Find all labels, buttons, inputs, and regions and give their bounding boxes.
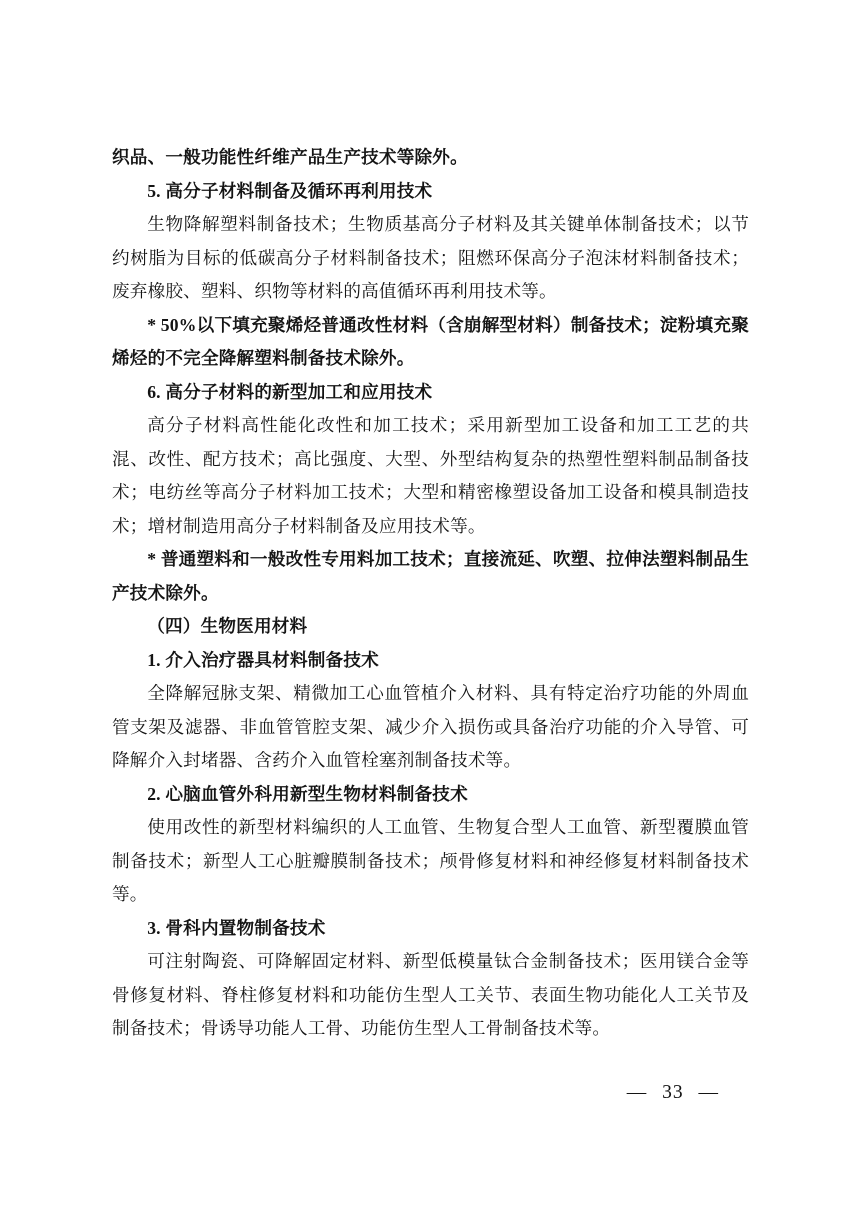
paragraph-orthopedic-implants: 可注射陶瓷、可降解固定材料、新型低模量钛合金制备技术；医用镁合金等骨修复材料、脊柱修复材料和功能仿生型人工关节、表面生物功能化人工关节及制备技术；骨诱导功能人工骨、功能仿生型人工骨制备技术等。 — [112, 951, 749, 1038]
section-heading-1-interventional-devices: 1. 介入治疗器具材料制备技术 — [147, 649, 379, 670]
section-heading-3-orthopedic-implants: 3. 骨科内置物制备技术 — [147, 917, 326, 938]
document-body — [112, 141, 749, 1046]
paragraph-polymer-recycling: 生物降解塑料制备技术；生物质基高分子材料及其关键单体制备技术；以节约树脂为目标的低碳高分子材料制备技术；阻燃环保高分子泡沫材料制备技术；废弃橡胶、塑料、织物等材料的高值循环再利用技术等。 — [112, 214, 749, 301]
paragraph-interventional-devices: 全降解冠脉支架、精微加工心血管植介入材料、具有特定治疗功能的外周血管支架及滤器、非血管管腔支架、减少介入损伤或具备治疗功能的介入导管、可降解介入封堵器、含药介入血管栓塞剂制备技术等。 — [112, 683, 749, 770]
section-heading-2-cardiovascular-biomaterials: 2. 心脑血管外科用新型生物材料制备技术 — [147, 783, 468, 804]
page-number: — 33 — — [626, 1082, 719, 1103]
section-heading-4-biomedical-materials: （四）生物医用材料 — [147, 616, 308, 636]
section-heading-5-polymer-recycling: 5. 高分子材料制备及循环再利用技术 — [147, 180, 433, 201]
paragraph-polymer-processing: 高分子材料高性能化改性和加工技术；采用新型加工设备和加工工艺的共混、改性、配方技术；高比强度、大型、外型结构复杂的热塑性塑料制品制备技术；电纺丝等高分子材料加工技术；大型和精密橡塑设备加工设备和模具制造技术；增材制造用高分子材料制备及应用技术等。 — [112, 415, 749, 536]
section-heading-6-polymer-processing: 6. 高分子材料的新型加工和应用技术 — [147, 381, 433, 402]
paragraph-continuation-exclusion: 织品、一般功能性纤维产品生产技术等除外。 — [112, 147, 468, 167]
paragraph-cardiovascular-biomaterials: 使用改性的新型材料编织的人工血管、生物复合型人工血管、新型覆膜血管制备技术；新型人工心脏瓣膜制备技术；颅骨修复材料和神经修复材料制备技术等。 — [112, 817, 749, 904]
paragraph-exclusion-plastic-processing: * 普通塑料和一般改性专用料加工技术；直接流延、吹塑、拉伸法塑料制品生产技术除外。 — [112, 549, 749, 603]
paragraph-exclusion-polyolefin: * 50%以下填充聚烯烃普通改性材料（含崩解型材料）制备技术；淀粉填充聚烯烃的不完全降解塑料制备技术除外。 — [112, 314, 749, 368]
